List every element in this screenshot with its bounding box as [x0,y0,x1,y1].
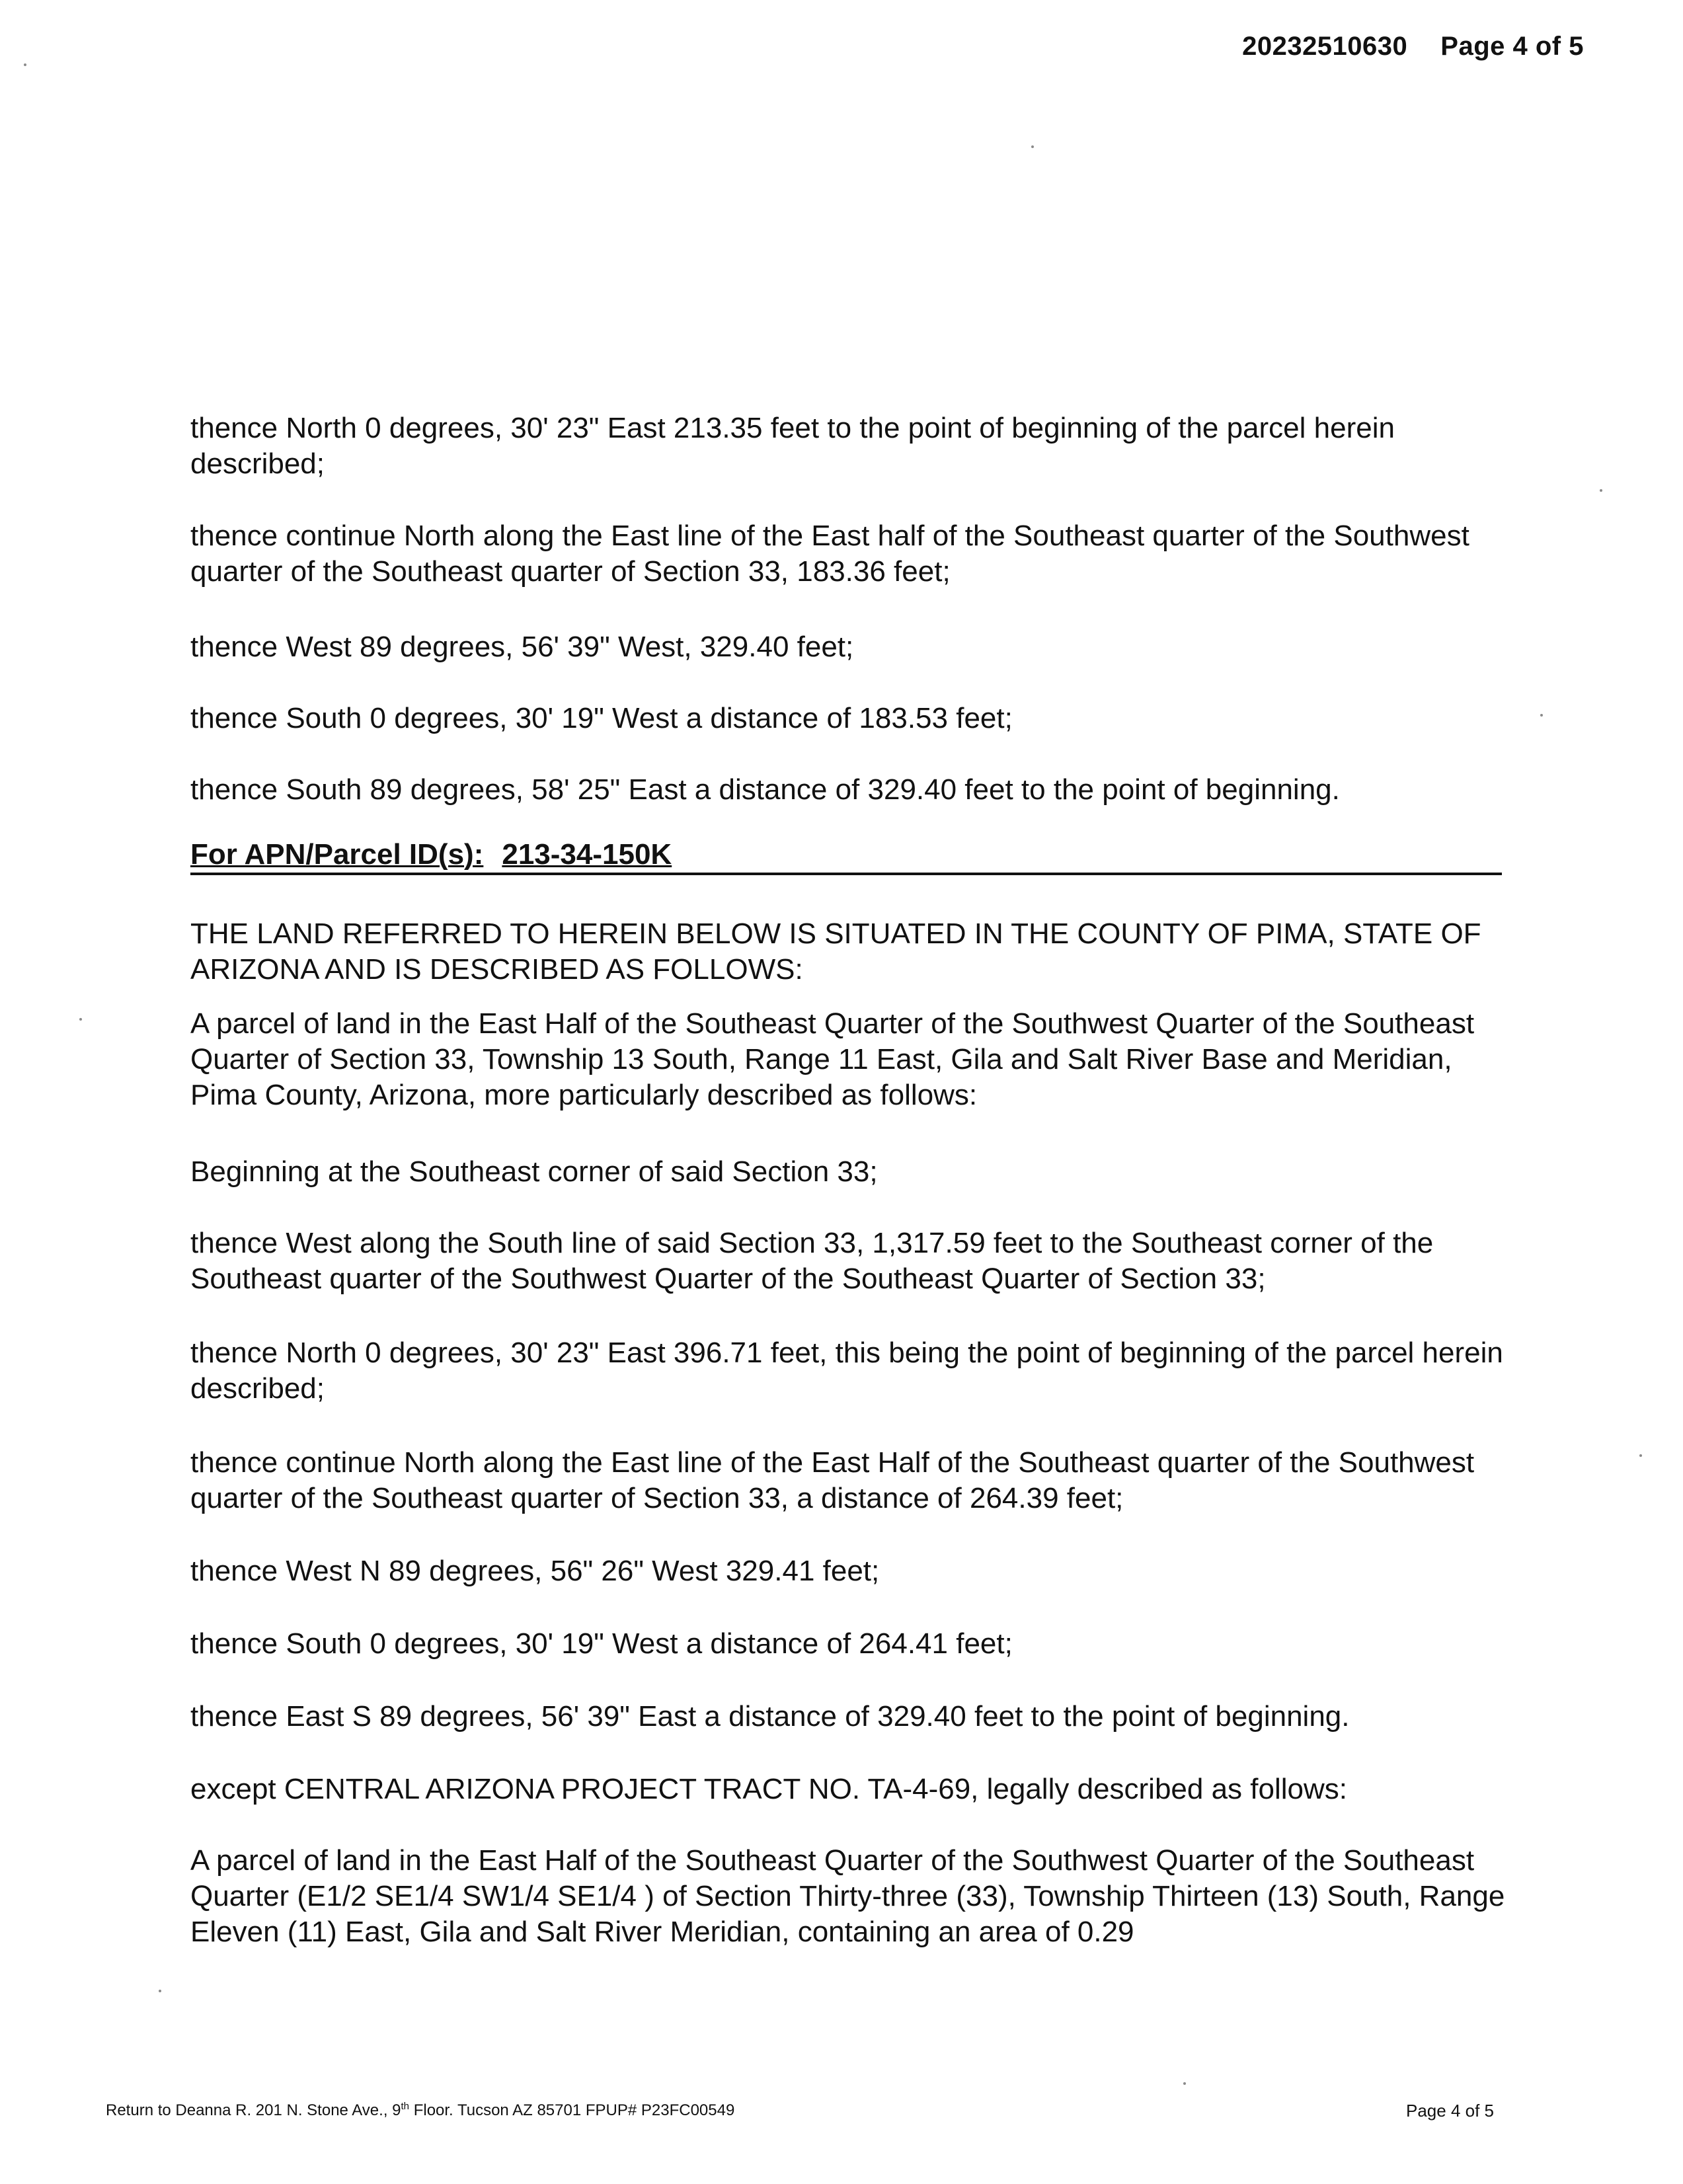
apn-heading [190,837,1502,875]
legal-paragraph: thence South 0 degrees, 30' 19" West a distance of 183.53 feet; [190,702,1013,734]
legal-paragraph: except CENTRAL ARIZONA PROJECT TRACT NO. TA-4-69, legally described as follows: [190,1773,1347,1805]
scan-speck [79,1018,82,1021]
legal-paragraph: thence South 0 degrees, 30' 19" West a distance of 264.41 feet; [190,1627,1013,1660]
apn-value: 213-34-150K [502,838,672,871]
scan-speck [1540,714,1543,717]
footer-superscript: th [401,2101,410,2112]
legal-paragraph: thence West 89 degrees, 56' 39" West, 329.40 feet; [190,631,854,663]
header-page-label: Page 4 of 5 [1440,32,1584,61]
legal-paragraph: thence West N 89 degrees, 56" 26" West 329.41 feet; [190,1555,880,1587]
legal-paragraph: thence continue North along the East line of the East half of the Southeast quarter of the Southwest quarter of the Southeast quarter of Section 33, 183.36 feet; [190,520,1469,588]
legal-paragraph: thence North 0 degrees, 30' 23" East 396.71 feet, this being the point of beginning of the parcel herein described; [190,1337,1503,1405]
footer-return-text: Return to Deanna R. 201 N. Stone Ave., 9 [106,2101,401,2119]
footer-return-address [106,2101,734,2120]
scan-speck [1031,145,1034,148]
footer-return-text-end: Floor. Tucson AZ 85701 FPUP# P23FC00549 [409,2101,735,2119]
legal-paragraph: thence continue North along the East line of the East Half of the Southeast quarter of the Southwest quarter of the Southeast quarter of Section 33, a distance of 264.39 feet; [190,1446,1475,1514]
scan-speck [159,1990,161,1992]
scan-speck [1639,1454,1642,1457]
legal-paragraph: A parcel of land in the East Half of the Southeast Quarter of the Southwest Quarter of the Southeast Quarter of Section 33, Township 13 South, Range 11 East, Gila and Salt River Base and Meridian, Pima County, Arizona, more particularly described as follows: [190,1007,1475,1111]
legal-paragraph: thence East S 89 degrees, 56' 39" East a distance of 329.40 feet to the point of beginning. [190,1700,1350,1733]
footer-page-label: Page 4 of 5 [1406,2101,1494,2121]
apn-label: For APN/Parcel ID(s): [190,838,484,871]
county-statement: THE LAND REFERRED TO HEREIN BELOW IS SITUATED IN THE COUNTY OF PIMA, STATE OF ARIZONA AND IS DESCRIBED AS FOLLOWS: [190,917,1481,986]
legal-paragraph: A parcel of land in the East Half of the Southeast Quarter of the Southwest Quarter of the Southeast Quarter (E1/2 SE1/4 SW1/4 SE1/4 ) of Section Thirty-three (33), Township Thirteen (13) South, Range Eleven (11) East, Gila and Salt River Meridian, containing an area of 0.29 [190,1844,1505,1948]
legal-paragraph: Beginning at the Southeast corner of said Section 33; [190,1155,878,1188]
document-number: 20232510630 [1242,32,1408,61]
legal-paragraph: thence North 0 degrees, 30' 23" East 213.35 feet to the point of beginning of the parcel herein described; [190,412,1395,480]
scan-speck [24,63,26,66]
document-header [1242,32,1584,61]
scan-speck [1183,2082,1186,2085]
legal-paragraph: thence West along the South line of said Section 33, 1,317.59 feet to the Southeast corner of the Southeast quarter of the Southwest Quarter of the Southeast Quarter of Section 33; [190,1227,1434,1295]
scan-speck [1600,489,1602,492]
legal-paragraph: thence South 89 degrees, 58' 25" East a distance of 329.40 feet to the point of beginning. [190,773,1340,806]
